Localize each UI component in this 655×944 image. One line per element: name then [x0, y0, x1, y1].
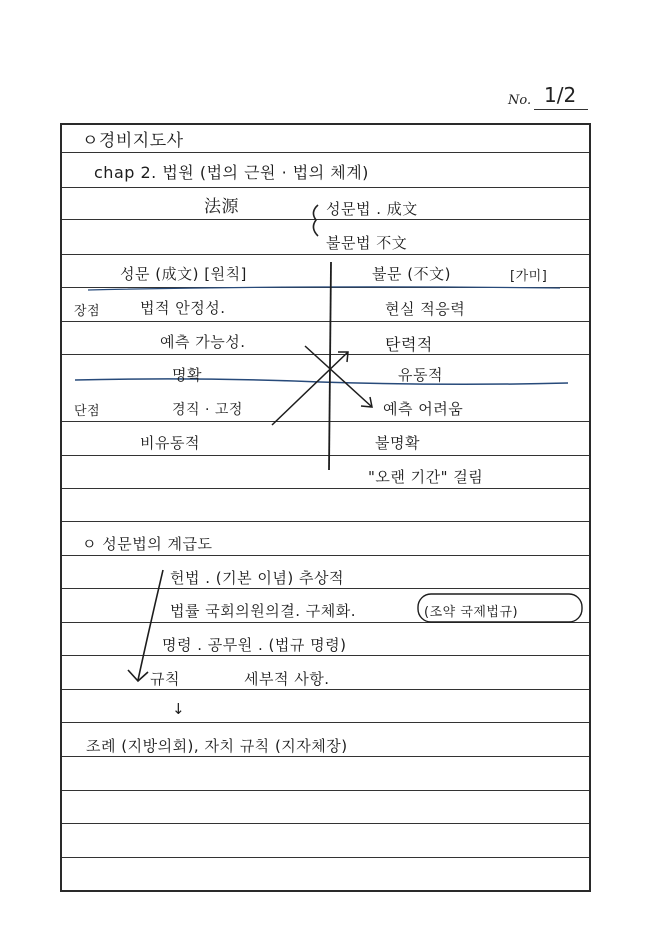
disadvantage-item: 비유동적 [140, 434, 200, 452]
hierarchy-title: ㅇ 성문법의 계급도 [82, 535, 213, 553]
branch-unwritten: 불문법 不文 [326, 234, 408, 252]
page-number-value: 1/2 [544, 83, 577, 107]
blue-divider-line [75, 379, 568, 384]
branch-written: 성문법 . 成文 [326, 200, 418, 218]
advantage-contrast-item: "오랜 기간" 걸림 [368, 468, 484, 486]
advantage-item: 법적 안정성. [140, 299, 226, 317]
cross-arrow-line [272, 352, 348, 425]
right-column-header: 불문 (不文) [372, 265, 451, 283]
hierarchy-item: 조례 (지방의회), 자치 규칙 (지자체장) [86, 737, 348, 755]
advantage-contrast-item: 예측 어려움 [383, 400, 464, 418]
hierarchy-item: 헌법 . (기본 이념) 추상적 [170, 569, 344, 587]
source-word: 法源 [204, 197, 239, 217]
hierarchy-item: 명령 . 공무원 . (법규 명령) [162, 636, 347, 654]
brace-mark [313, 205, 318, 236]
hierarchy-item: 법률 국회의원의결. 구체화. [170, 602, 356, 620]
hierarchy-arrow-line [138, 570, 163, 680]
disadvantage-contrast-item: 현실 적응력 [385, 300, 466, 318]
heading: ㅇ경비지도사 [82, 131, 184, 151]
advantage-contrast-item: 불명확 [375, 434, 420, 452]
disadvantage-contrast-item: 유동적 [398, 366, 443, 384]
down-arrow-icon: ↓ [172, 700, 186, 718]
advantages-label: 장점 [74, 304, 101, 319]
right-column-note: [가미] [510, 269, 548, 284]
disadvantage-item: 경직 · 고정 [172, 402, 243, 418]
hierarchy-item: 규칙 [150, 670, 180, 688]
page-number-label: No. [508, 93, 532, 108]
hierarchy-note: (조약 국제법규) [424, 605, 519, 620]
left-column-header: 성문 (成文) [원칙] [120, 265, 247, 283]
advantage-item: 명확 [172, 366, 202, 384]
disadvantages-label: 단점 [74, 404, 101, 419]
header-underline [88, 287, 560, 290]
column-divider [329, 262, 331, 470]
chapter-title: chap 2. 법원 (법의 근원 · 법의 체계) [94, 163, 369, 182]
cross-arrow-line [305, 346, 372, 407]
hierarchy-detail: 세부적 사항. [244, 670, 330, 688]
advantage-item: 예측 가능성. [160, 333, 246, 351]
disadvantage-contrast-item: 탄력적 [385, 335, 433, 354]
